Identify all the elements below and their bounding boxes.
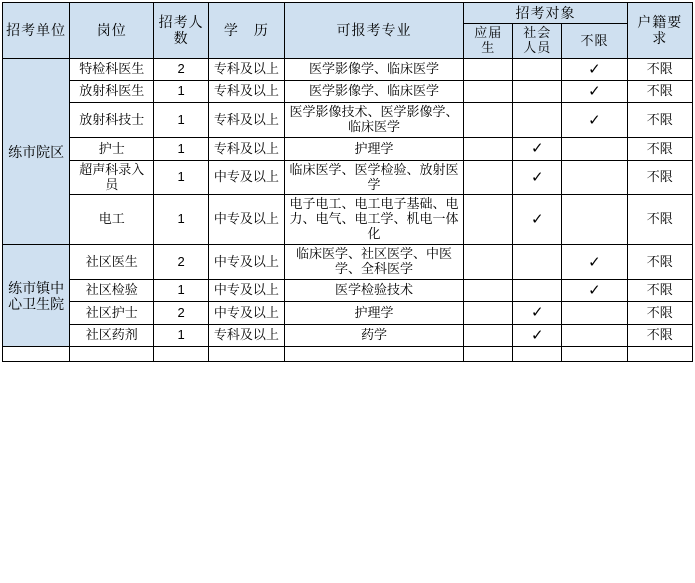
cell-empty bbox=[209, 346, 285, 361]
cell-unit: 练市镇中心卫生院 bbox=[3, 245, 70, 347]
cell-no-limit: ✓ bbox=[562, 103, 627, 138]
table-row bbox=[3, 245, 693, 280]
cell-post: 特检科医生 bbox=[70, 58, 154, 80]
table-header bbox=[3, 3, 693, 59]
header-major: 可报考专业 bbox=[284, 3, 464, 59]
cell-no-limit: ✓ bbox=[562, 81, 627, 103]
cell-major: 医学影像学、临床医学 bbox=[284, 58, 464, 80]
header-social-worker: 社会人员 bbox=[513, 24, 562, 59]
cell-major: 药学 bbox=[284, 324, 464, 346]
cell-major: 医学影像技术、医学影像学、临床医学 bbox=[284, 103, 464, 138]
cell-fresh-graduate bbox=[464, 160, 513, 195]
cell-empty bbox=[562, 346, 627, 361]
cell-social-worker bbox=[513, 245, 562, 280]
cell-count: 1 bbox=[154, 195, 209, 245]
cell-no-limit bbox=[562, 302, 627, 324]
cell-fresh-graduate bbox=[464, 138, 513, 160]
cell-post: 电工 bbox=[70, 195, 154, 245]
cell-no-limit: ✓ bbox=[562, 245, 627, 280]
cell-fresh-graduate bbox=[464, 245, 513, 280]
cell-major: 医学影像学、临床医学 bbox=[284, 81, 464, 103]
cell-empty bbox=[3, 346, 70, 361]
cell-education: 专科及以上 bbox=[209, 103, 285, 138]
cell-education: 中专及以上 bbox=[209, 195, 285, 245]
cell-social-worker bbox=[513, 280, 562, 302]
cell-fresh-graduate bbox=[464, 280, 513, 302]
cell-empty bbox=[513, 346, 562, 361]
table-row bbox=[3, 103, 693, 138]
cell-education: 中专及以上 bbox=[209, 280, 285, 302]
cell-empty bbox=[154, 346, 209, 361]
cell-post: 社区护士 bbox=[70, 302, 154, 324]
cell-empty bbox=[627, 346, 692, 361]
cell-count: 1 bbox=[154, 81, 209, 103]
cell-education: 中专及以上 bbox=[209, 245, 285, 280]
header-count: 招考人数 bbox=[154, 3, 209, 59]
table-row bbox=[3, 58, 693, 80]
cell-household: 不限 bbox=[627, 103, 692, 138]
cell-education: 中专及以上 bbox=[209, 302, 285, 324]
cell-household: 不限 bbox=[627, 245, 692, 280]
cell-major: 护理学 bbox=[284, 302, 464, 324]
cell-post: 社区药剂 bbox=[70, 324, 154, 346]
table-row-partial bbox=[3, 346, 693, 361]
header-household: 户籍要求 bbox=[627, 3, 692, 59]
table-row bbox=[3, 302, 693, 324]
cell-count: 2 bbox=[154, 58, 209, 80]
cell-count: 2 bbox=[154, 245, 209, 280]
cell-education: 中专及以上 bbox=[209, 160, 285, 195]
cell-household: 不限 bbox=[627, 58, 692, 80]
cell-social-worker bbox=[513, 103, 562, 138]
cell-household: 不限 bbox=[627, 324, 692, 346]
table-row bbox=[3, 195, 693, 245]
cell-education: 专科及以上 bbox=[209, 324, 285, 346]
cell-post: 超声科录入员 bbox=[70, 160, 154, 195]
table-row bbox=[3, 280, 693, 302]
cell-count: 1 bbox=[154, 138, 209, 160]
cell-household: 不限 bbox=[627, 138, 692, 160]
cell-empty bbox=[284, 346, 464, 361]
cell-major: 临床医学、社区医学、中医学、全科医学 bbox=[284, 245, 464, 280]
cell-household: 不限 bbox=[627, 160, 692, 195]
header-no-limit: 不限 bbox=[562, 24, 627, 59]
cell-social-worker bbox=[513, 58, 562, 80]
header-post: 岗位 bbox=[70, 3, 154, 59]
cell-major: 护理学 bbox=[284, 138, 464, 160]
cell-empty bbox=[70, 346, 154, 361]
cell-major: 医学检验技术 bbox=[284, 280, 464, 302]
cell-fresh-graduate bbox=[464, 324, 513, 346]
cell-no-limit bbox=[562, 160, 627, 195]
cell-household: 不限 bbox=[627, 81, 692, 103]
cell-education: 专科及以上 bbox=[209, 81, 285, 103]
header-unit: 招考单位 bbox=[3, 3, 70, 59]
table-row bbox=[3, 138, 693, 160]
cell-fresh-graduate bbox=[464, 58, 513, 80]
cell-fresh-graduate bbox=[464, 81, 513, 103]
header-fresh-graduate: 应届生 bbox=[464, 24, 513, 59]
cell-social-worker: ✓ bbox=[513, 195, 562, 245]
cell-unit: 练市院区 bbox=[3, 58, 70, 244]
cell-no-limit: ✓ bbox=[562, 280, 627, 302]
cell-post: 社区医生 bbox=[70, 245, 154, 280]
cell-fresh-graduate bbox=[464, 195, 513, 245]
cell-household: 不限 bbox=[627, 280, 692, 302]
cell-social-worker bbox=[513, 81, 562, 103]
cell-post: 护士 bbox=[70, 138, 154, 160]
table-row bbox=[3, 81, 693, 103]
cell-count: 1 bbox=[154, 103, 209, 138]
header-row-top bbox=[3, 3, 693, 24]
cell-social-worker: ✓ bbox=[513, 302, 562, 324]
cell-major: 电子电工、电工电子基础、电力、电气、电工学、机电一体化 bbox=[284, 195, 464, 245]
cell-fresh-graduate bbox=[464, 103, 513, 138]
cell-education: 专科及以上 bbox=[209, 138, 285, 160]
cell-count: 1 bbox=[154, 324, 209, 346]
cell-count: 1 bbox=[154, 160, 209, 195]
table-row bbox=[3, 324, 693, 346]
table-body bbox=[3, 58, 693, 361]
cell-social-worker: ✓ bbox=[513, 324, 562, 346]
cell-fresh-graduate bbox=[464, 302, 513, 324]
cell-post: 放射科医生 bbox=[70, 81, 154, 103]
cell-social-worker: ✓ bbox=[513, 138, 562, 160]
cell-no-limit bbox=[562, 138, 627, 160]
cell-major: 临床医学、医学检验、放射医学 bbox=[284, 160, 464, 195]
header-target-group: 招考对象 bbox=[464, 3, 627, 24]
cell-no-limit: ✓ bbox=[562, 58, 627, 80]
cell-post: 放射科技士 bbox=[70, 103, 154, 138]
recruitment-table bbox=[2, 2, 693, 362]
cell-social-worker: ✓ bbox=[513, 160, 562, 195]
cell-count: 1 bbox=[154, 280, 209, 302]
header-education: 学 历 bbox=[209, 3, 285, 59]
cell-count: 2 bbox=[154, 302, 209, 324]
cell-education: 专科及以上 bbox=[209, 58, 285, 80]
cell-household: 不限 bbox=[627, 195, 692, 245]
cell-no-limit bbox=[562, 195, 627, 245]
cell-household: 不限 bbox=[627, 302, 692, 324]
cell-no-limit bbox=[562, 324, 627, 346]
cell-empty bbox=[464, 346, 513, 361]
table-row bbox=[3, 160, 693, 195]
cell-post: 社区检验 bbox=[70, 280, 154, 302]
